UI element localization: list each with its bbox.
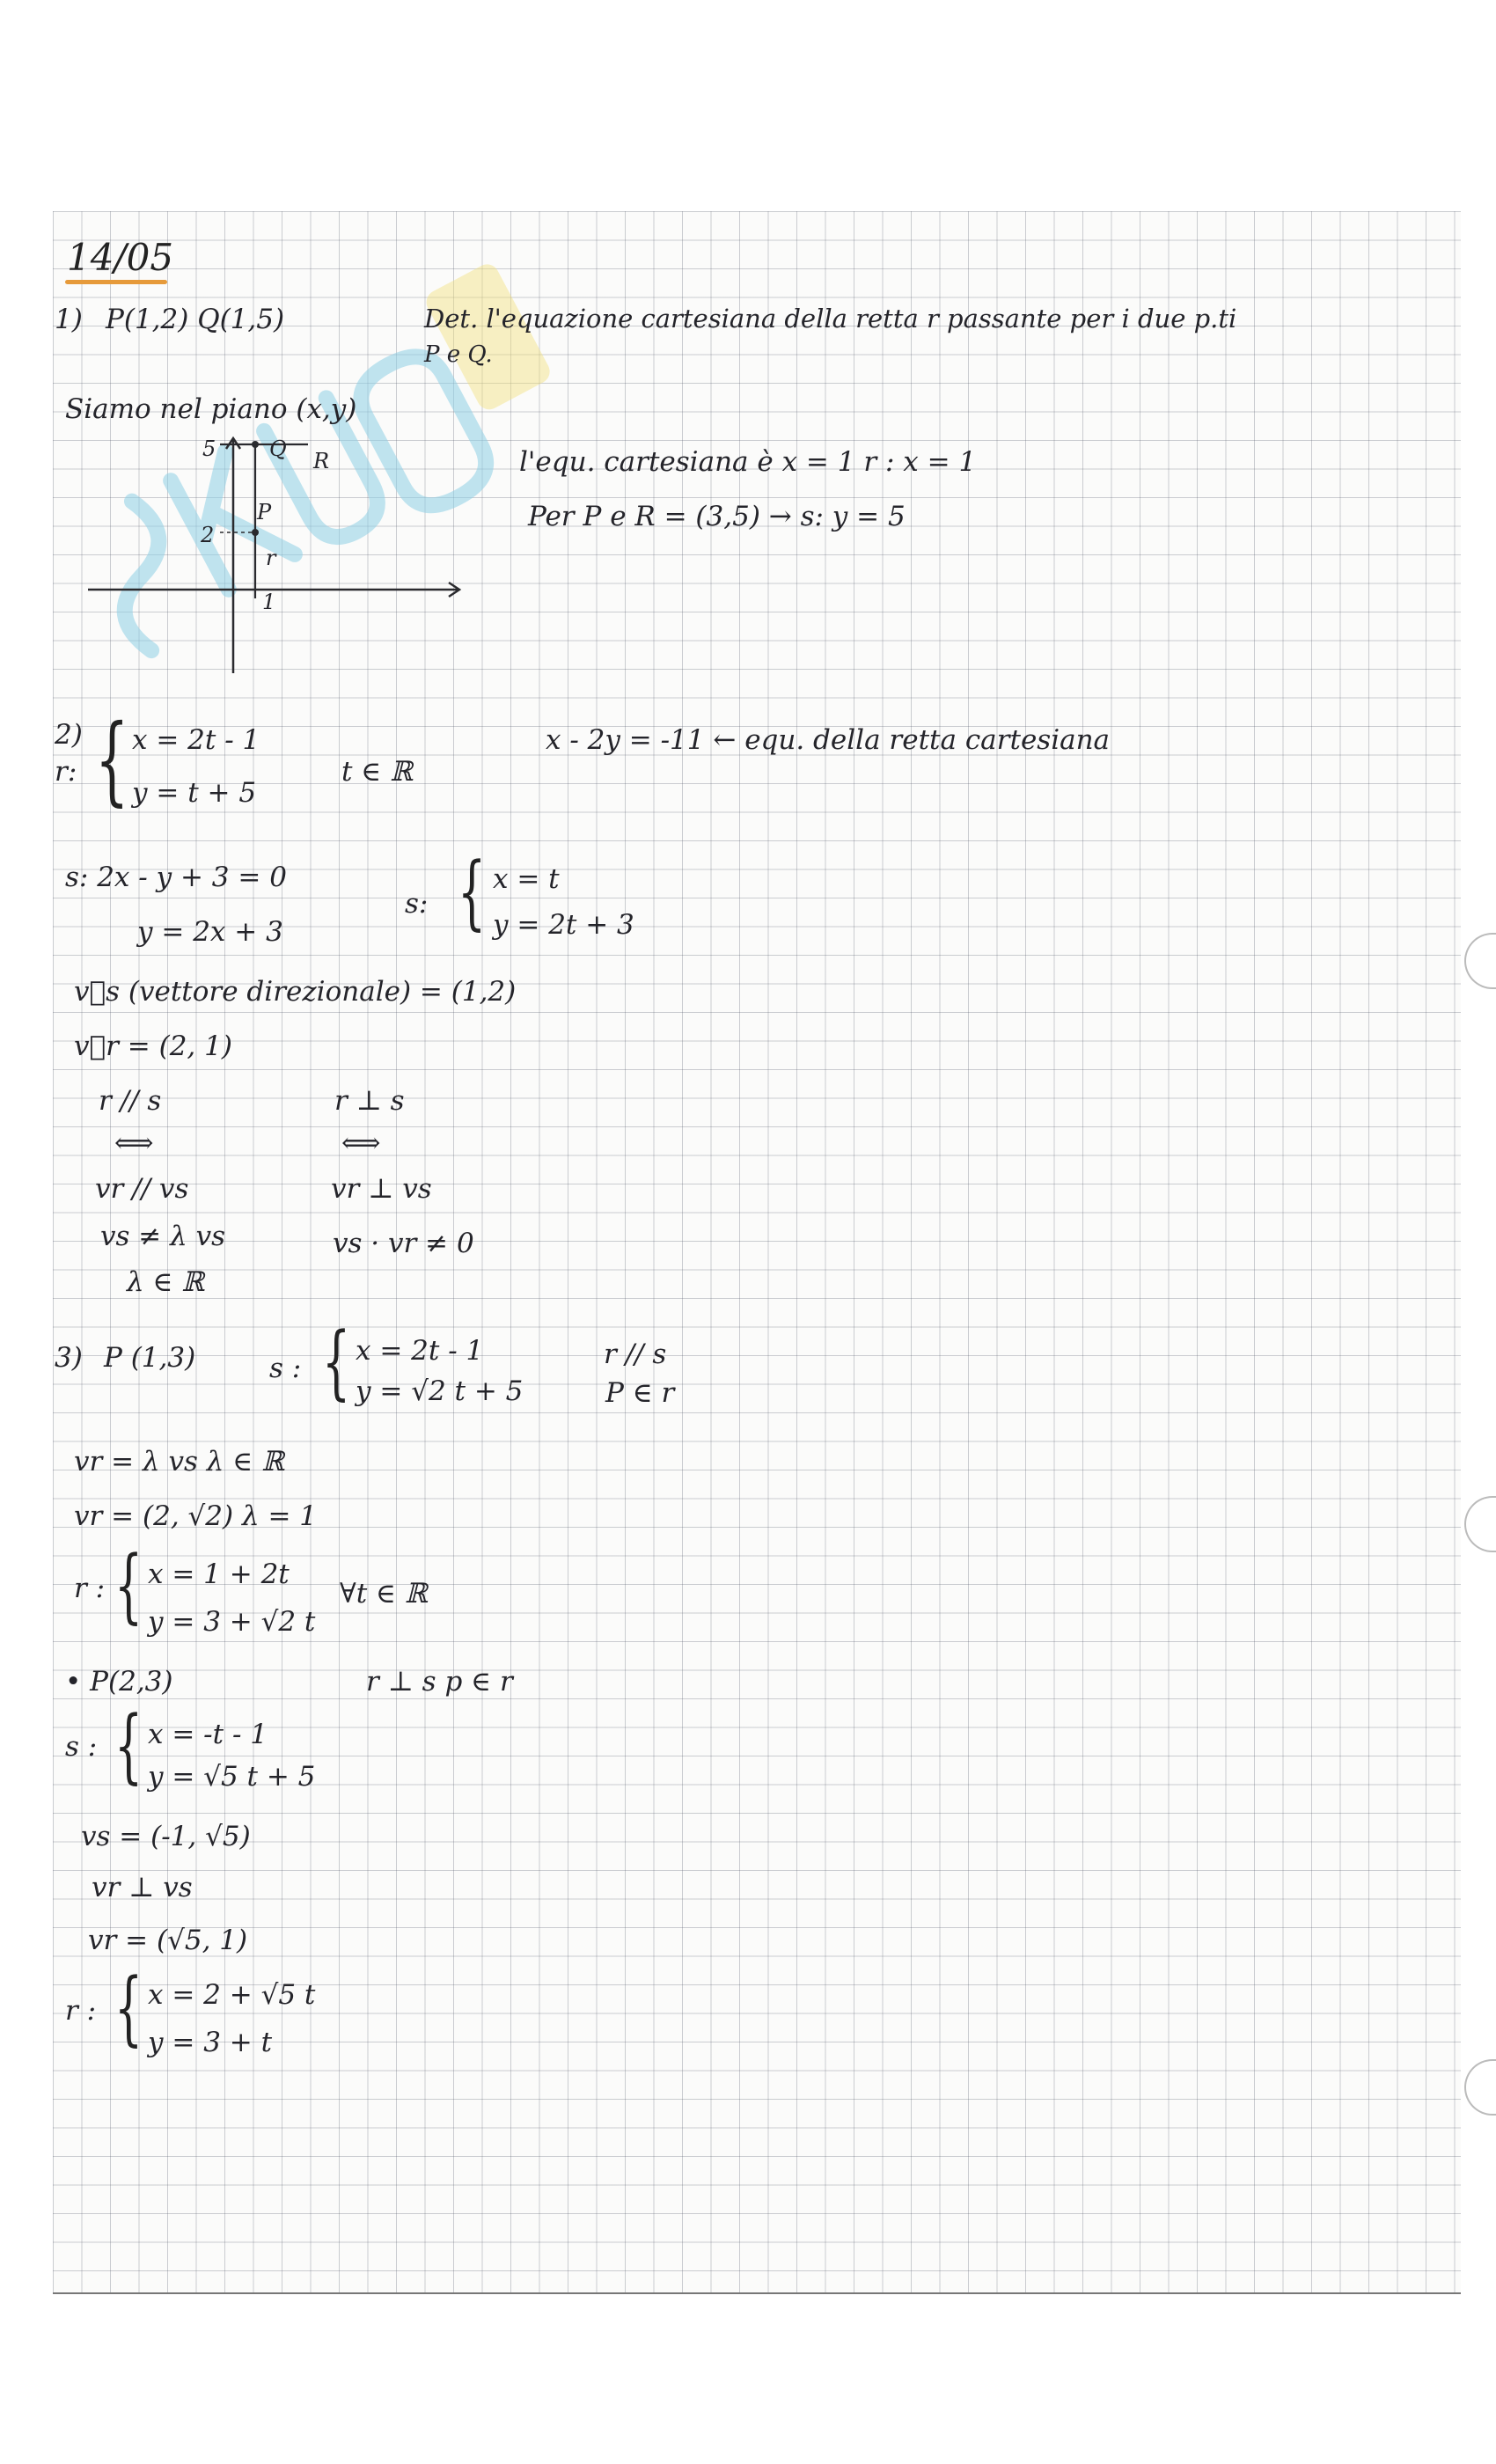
graph-label-p: P — [257, 500, 272, 524]
ex2-vdot: vs · vr ≠ 0 — [333, 1228, 474, 1259]
system-brace: { — [114, 1538, 143, 1632]
ex2-perpendicular: r ⊥ s — [334, 1085, 405, 1117]
ex4-condition: r ⊥ s p ∈ r — [366, 1666, 513, 1698]
ex2-t-domain: t ∈ ℝ — [341, 756, 413, 788]
ex2-vlam: vs ≠ λ vs — [100, 1221, 226, 1252]
ex4-s-x: x = -t - 1 — [148, 1719, 268, 1750]
system-brace: { — [322, 1315, 351, 1409]
ex2-vr: v⃗r = (2, 1) — [74, 1030, 232, 1062]
graph-label-q: Q — [269, 436, 287, 461]
iff-arrow: ⟺ — [114, 1127, 154, 1159]
ex3-point: P (1,3) — [104, 1342, 196, 1374]
axis-tick-x1: 1 — [262, 590, 276, 614]
ex2-s-y: y = 2x + 3 — [137, 916, 283, 948]
ex4-r-x: x = 2 + √5 t — [148, 1979, 316, 2011]
ex2-s-py: y = 2t + 3 — [493, 909, 634, 941]
ex3-s-label: s : — [269, 1353, 302, 1384]
date-highlight — [65, 280, 167, 284]
exercise-number: 2) — [55, 719, 83, 751]
page-date: 14/05 — [67, 236, 174, 279]
ex2-vpar: vr // vs — [95, 1173, 189, 1205]
ex4-s-label: s : — [65, 1731, 98, 1763]
ex4-vs: vs = (-1, √5) — [81, 1821, 251, 1852]
ex4-vr: vr = (√5, 1) — [88, 1925, 248, 1956]
system-brace: { — [95, 703, 129, 816]
ex4-r-label: r : — [65, 1995, 97, 2027]
ex3-r-label: r : — [74, 1573, 106, 1604]
ex4-perp: vr ⊥ vs — [92, 1872, 193, 1903]
ex2-vperp: vr ⊥ vs — [331, 1173, 432, 1205]
ex1-points: P(1,2) Q(1,5) — [106, 304, 285, 335]
ex3-r-y: y = 3 + √2 t — [148, 1606, 316, 1638]
binder-hole — [1464, 1496, 1496, 1552]
ex3-cond-point: P ∈ r — [605, 1377, 675, 1409]
ex4-s-y: y = √5 t + 5 — [148, 1761, 316, 1793]
ex4-r-y: y = 3 + t — [148, 2027, 273, 2058]
graph-label-r-line: r — [266, 546, 276, 570]
exercise-number: 3) — [55, 1342, 83, 1374]
ex2-r-label: r: — [55, 756, 77, 788]
system-brace: { — [458, 845, 487, 939]
ex3-vr: vr = λ vs λ ∈ ℝ — [74, 1446, 284, 1478]
iff-arrow: ⟺ — [341, 1127, 381, 1159]
ex1-prompt: Det. l'equazione cartesiana della retta r passante per i due p.ti — [424, 304, 1237, 334]
ex2-s-label: s: — [405, 888, 429, 920]
ex3-r-x: x = 1 + 2t — [148, 1558, 290, 1590]
ex3-forall: ∀t ∈ ℝ — [340, 1578, 428, 1610]
axis-tick-y5: 5 — [202, 436, 216, 461]
graph-label-r-point: R — [313, 449, 330, 473]
system-brace: { — [114, 1961, 143, 2055]
ex1-prompt-cont: P e Q. — [424, 341, 493, 368]
ex2-cartesian: x - 2y = -11 ← equ. della retta cartesiana — [546, 724, 1111, 756]
ex1-plane: Siamo nel piano (x,y) — [65, 393, 357, 425]
ex2-vs: v⃗s (vettore direzionale) = (1,2) — [74, 976, 517, 1008]
ex3-s-y: y = √2 t + 5 — [356, 1375, 524, 1407]
axis-tick-y2: 2 — [201, 523, 215, 547]
ex2-r-x: x = 2t - 1 — [132, 724, 260, 756]
system-brace: { — [114, 1698, 143, 1793]
exercise-number: 1) — [55, 304, 83, 335]
ex3-cond-parallel: r // s — [604, 1338, 667, 1370]
ex4-point: • P(2,3) — [65, 1666, 173, 1698]
ex3-s-x: x = 2t - 1 — [356, 1335, 484, 1367]
ex2-r-y: y = t + 5 — [132, 777, 257, 809]
ex2-s-px: x = t — [493, 863, 560, 895]
ex1-cartesian-eq: l'equ. cartesiana è x = 1 r : x = 1 — [519, 446, 977, 478]
ex2-parallel: r // s — [99, 1085, 162, 1117]
ex2-s-eq: s: 2x - y + 3 = 0 — [65, 862, 287, 893]
ex2-lambda: λ ∈ ℝ — [127, 1266, 205, 1298]
ex3-vr-value: vr = (2, √2) λ = 1 — [74, 1500, 318, 1532]
ex1-line-s: Per P e R = (3,5) → s: y = 5 — [528, 501, 906, 532]
binder-hole — [1464, 933, 1496, 989]
binder-hole — [1464, 2059, 1496, 2116]
